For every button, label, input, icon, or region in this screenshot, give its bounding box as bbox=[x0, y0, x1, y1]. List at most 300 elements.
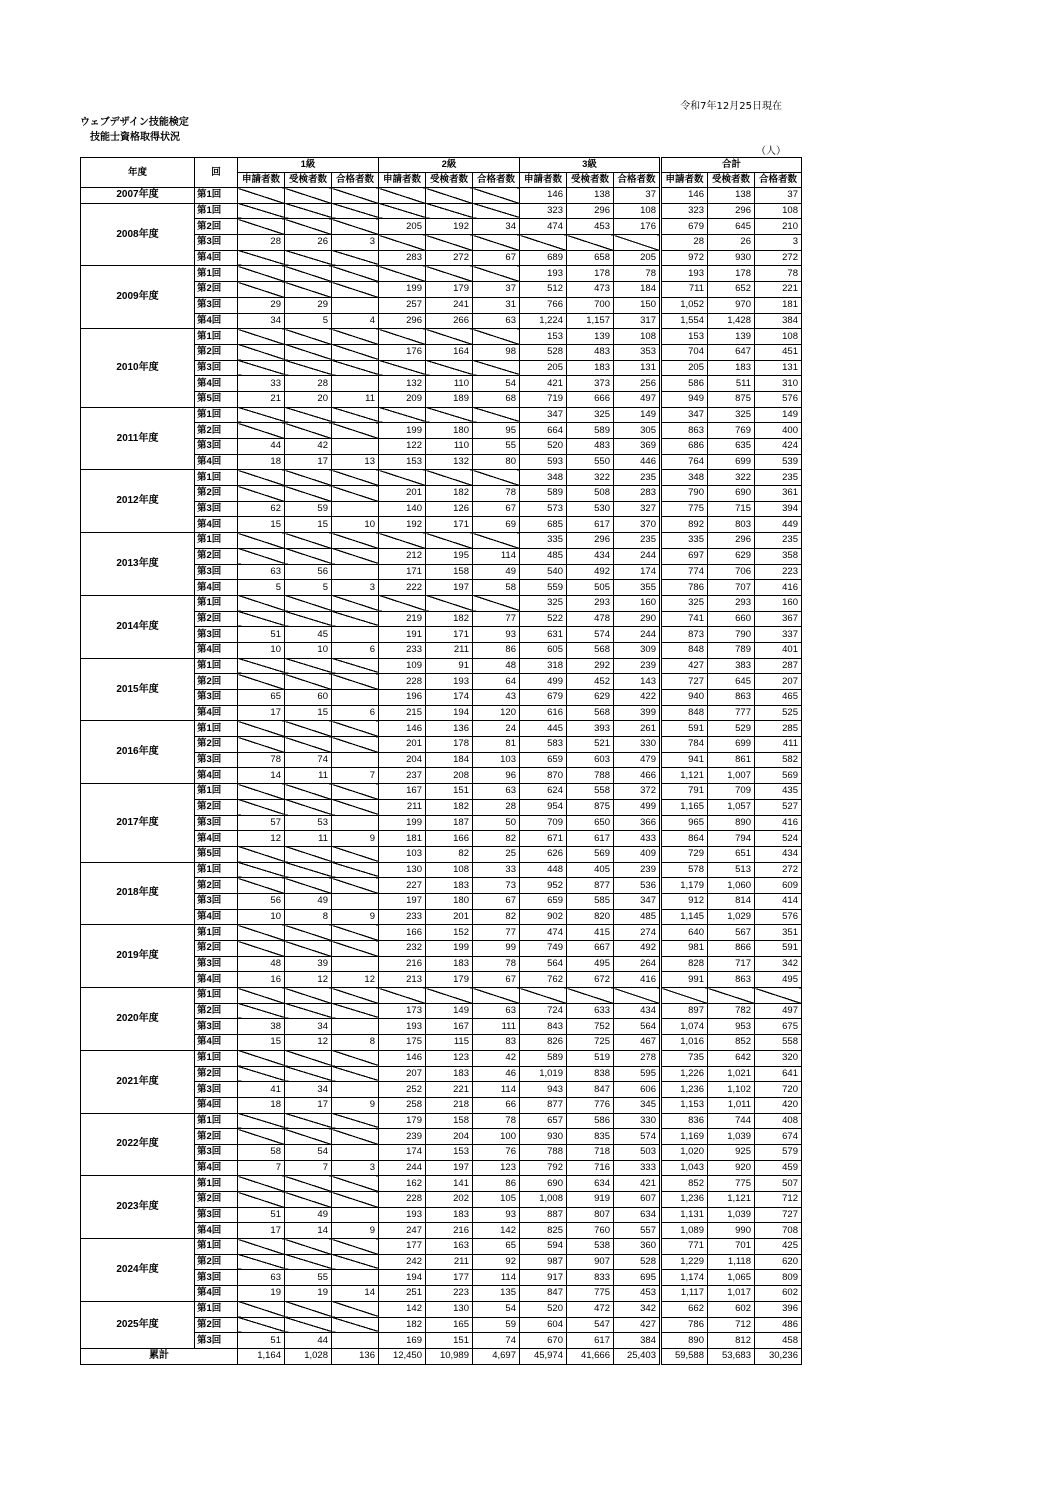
value-cell: 941 bbox=[661, 752, 708, 768]
value-cell: 183 bbox=[708, 360, 755, 376]
value-cell: 1,236 bbox=[661, 1192, 708, 1208]
session-cell: 第1回 bbox=[195, 925, 238, 941]
session-cell: 第1回 bbox=[195, 329, 238, 345]
value-cell: 564 bbox=[614, 1019, 661, 1035]
value-cell: 174 bbox=[379, 1144, 426, 1160]
value-cell: 54 bbox=[285, 1144, 332, 1160]
value-cell: 38 bbox=[238, 1019, 285, 1035]
value-cell: 803 bbox=[708, 517, 755, 533]
value-cell: 177 bbox=[379, 1239, 426, 1255]
value-cell bbox=[332, 627, 379, 643]
value-cell: 666 bbox=[567, 391, 614, 407]
value-cell: 142 bbox=[379, 1301, 426, 1317]
not-held-cell bbox=[567, 988, 614, 1004]
value-cell: 1,145 bbox=[661, 909, 708, 925]
not-held-cell bbox=[332, 1301, 379, 1317]
value-cell: 847 bbox=[567, 1082, 614, 1098]
value-cell: 158 bbox=[426, 1113, 473, 1129]
session-cell: 第3回 bbox=[195, 235, 238, 251]
not-held-cell bbox=[332, 188, 379, 204]
not-held-cell bbox=[285, 1066, 332, 1082]
value-cell: 3 bbox=[332, 1160, 379, 1176]
value-cell: 56 bbox=[285, 564, 332, 580]
value-cell: 199 bbox=[379, 282, 426, 298]
header-kai: 回 bbox=[195, 158, 238, 188]
not-held-cell bbox=[661, 988, 708, 1004]
session-cell: 第3回 bbox=[195, 1144, 238, 1160]
year-cell: 2018年度 bbox=[81, 862, 195, 925]
not-held-cell bbox=[332, 266, 379, 282]
value-cell: 716 bbox=[567, 1160, 614, 1176]
value-cell: 10 bbox=[238, 909, 285, 925]
value-cell: 675 bbox=[755, 1019, 802, 1035]
value-cell bbox=[332, 376, 379, 392]
value-cell: 405 bbox=[567, 862, 614, 878]
value-cell: 149 bbox=[426, 1003, 473, 1019]
value-cell: 873 bbox=[661, 627, 708, 643]
not-held-cell bbox=[426, 188, 473, 204]
value-cell: 24 bbox=[473, 721, 520, 737]
not-held-cell bbox=[285, 862, 332, 878]
session-cell: 第1回 bbox=[195, 1301, 238, 1317]
value-cell: 3 bbox=[332, 580, 379, 596]
not-held-cell bbox=[473, 988, 520, 1004]
document-title: ウェブデザイン技能検定 bbox=[80, 117, 189, 128]
not-held-cell bbox=[238, 846, 285, 862]
value-cell: 662 bbox=[661, 1301, 708, 1317]
value-cell: 445 bbox=[520, 721, 567, 737]
value-cell: 782 bbox=[708, 1003, 755, 1019]
not-held-cell bbox=[332, 329, 379, 345]
session-cell: 第4回 bbox=[195, 831, 238, 847]
value-cell: 353 bbox=[614, 344, 661, 360]
session-cell: 第1回 bbox=[195, 988, 238, 1004]
value-cell: 53 bbox=[285, 815, 332, 831]
value-cell: 251 bbox=[379, 1286, 426, 1302]
value-cell: 183 bbox=[426, 1066, 473, 1082]
not-held-cell bbox=[426, 266, 473, 282]
value-cell: 287 bbox=[755, 658, 802, 674]
value-cell: 1,226 bbox=[661, 1066, 708, 1082]
value-cell: 12 bbox=[238, 831, 285, 847]
not-held-cell bbox=[426, 329, 473, 345]
value-cell: 400 bbox=[755, 423, 802, 439]
total-value-cell: 1,028 bbox=[285, 1348, 332, 1364]
value-cell: 715 bbox=[708, 501, 755, 517]
value-cell: 393 bbox=[567, 721, 614, 737]
not-held-cell bbox=[285, 721, 332, 737]
not-held-cell bbox=[238, 188, 285, 204]
value-cell: 178 bbox=[708, 266, 755, 282]
value-cell: 446 bbox=[614, 454, 661, 470]
value-cell: 875 bbox=[567, 799, 614, 815]
not-held-cell bbox=[285, 846, 332, 862]
value-cell: 108 bbox=[755, 203, 802, 219]
value-cell: 1,153 bbox=[661, 1097, 708, 1113]
not-held-cell bbox=[285, 360, 332, 376]
value-cell: 744 bbox=[708, 1113, 755, 1129]
session-cell: 第3回 bbox=[195, 1207, 238, 1223]
not-held-cell bbox=[285, 925, 332, 941]
value-cell: 184 bbox=[426, 752, 473, 768]
value-cell: 651 bbox=[708, 846, 755, 862]
value-cell: 527 bbox=[755, 799, 802, 815]
value-cell: 421 bbox=[614, 1176, 661, 1192]
value-cell: 497 bbox=[614, 391, 661, 407]
total-value-cell: 136 bbox=[332, 1348, 379, 1364]
value-cell: 221 bbox=[426, 1082, 473, 1098]
value-cell: 672 bbox=[567, 972, 614, 988]
value-cell: 5 bbox=[238, 580, 285, 596]
value-cell: 239 bbox=[379, 1129, 426, 1145]
value-cell: 416 bbox=[755, 580, 802, 596]
value-cell: 752 bbox=[567, 1019, 614, 1035]
value-cell: 93 bbox=[473, 627, 520, 643]
value-cell: 39 bbox=[285, 956, 332, 972]
value-cell: 192 bbox=[426, 219, 473, 235]
table-row bbox=[81, 721, 802, 737]
value-cell: 166 bbox=[379, 925, 426, 941]
value-cell: 1,117 bbox=[661, 1286, 708, 1302]
session-cell: 第3回 bbox=[195, 690, 238, 706]
value-cell: 68 bbox=[473, 391, 520, 407]
value-cell: 529 bbox=[708, 721, 755, 737]
value-cell: 1,029 bbox=[708, 909, 755, 925]
value-cell: 310 bbox=[755, 376, 802, 392]
value-cell: 791 bbox=[661, 784, 708, 800]
not-held-cell bbox=[379, 533, 426, 549]
value-cell: 972 bbox=[661, 250, 708, 266]
value-cell: 539 bbox=[755, 454, 802, 470]
not-held-cell bbox=[238, 737, 285, 753]
session-cell: 第2回 bbox=[195, 878, 238, 894]
value-cell: 814 bbox=[708, 893, 755, 909]
table-row bbox=[81, 203, 802, 219]
value-cell: 7 bbox=[285, 1160, 332, 1176]
subheader-examinees: 受検者数 bbox=[708, 173, 755, 188]
value-cell: 96 bbox=[473, 768, 520, 784]
value-cell: 347 bbox=[520, 407, 567, 423]
not-held-cell bbox=[285, 470, 332, 486]
value-cell: 86 bbox=[473, 642, 520, 658]
value-cell: 890 bbox=[661, 1333, 708, 1349]
value-cell: 201 bbox=[426, 909, 473, 925]
value-cell: 467 bbox=[614, 1035, 661, 1051]
year-cell: 2019年度 bbox=[81, 925, 195, 988]
value-cell: 626 bbox=[520, 846, 567, 862]
value-cell: 108 bbox=[426, 862, 473, 878]
value-cell: 486 bbox=[755, 1317, 802, 1333]
not-held-cell bbox=[332, 548, 379, 564]
value-cell: 449 bbox=[755, 517, 802, 533]
value-cell: 153 bbox=[426, 1144, 473, 1160]
value-cell: 483 bbox=[567, 344, 614, 360]
value-cell: 67 bbox=[473, 501, 520, 517]
value-cell: 337 bbox=[755, 627, 802, 643]
value-cell: 401 bbox=[755, 642, 802, 658]
year-cell: 2015年度 bbox=[81, 658, 195, 721]
value-cell: 244 bbox=[379, 1160, 426, 1176]
table-row bbox=[81, 1050, 802, 1066]
value-cell: 17 bbox=[285, 454, 332, 470]
table-row bbox=[81, 925, 802, 941]
value-cell: 536 bbox=[614, 878, 661, 894]
value-cell: 63 bbox=[238, 1270, 285, 1286]
not-held-cell bbox=[238, 1239, 285, 1255]
not-held-cell bbox=[238, 548, 285, 564]
subheader-applicants: 申請者数 bbox=[520, 173, 567, 188]
value-cell: 520 bbox=[520, 439, 567, 455]
not-held-cell bbox=[285, 282, 332, 298]
value-cell: 877 bbox=[520, 1097, 567, 1113]
value-cell: 465 bbox=[755, 690, 802, 706]
value-cell: 33 bbox=[473, 862, 520, 878]
not-held-cell bbox=[238, 1050, 285, 1066]
not-held-cell bbox=[520, 988, 567, 1004]
value-cell: 82 bbox=[426, 846, 473, 862]
total-value-cell: 41,666 bbox=[567, 1348, 614, 1364]
value-cell: 179 bbox=[426, 282, 473, 298]
value-cell: 114 bbox=[473, 1270, 520, 1286]
value-cell: 193 bbox=[379, 1019, 426, 1035]
value-cell: 629 bbox=[708, 548, 755, 564]
not-held-cell bbox=[285, 203, 332, 219]
not-held-cell bbox=[238, 1113, 285, 1129]
value-cell: 103 bbox=[379, 846, 426, 862]
value-cell: 179 bbox=[379, 1113, 426, 1129]
value-cell: 232 bbox=[379, 941, 426, 957]
value-cell: 835 bbox=[567, 1129, 614, 1145]
value-cell: 355 bbox=[614, 580, 661, 596]
value-cell: 167 bbox=[379, 784, 426, 800]
value-cell: 8 bbox=[285, 909, 332, 925]
value-cell: 641 bbox=[755, 1066, 802, 1082]
value-cell: 1,007 bbox=[708, 768, 755, 784]
session-cell: 第4回 bbox=[195, 517, 238, 533]
value-cell: 13 bbox=[332, 454, 379, 470]
value-cell: 3 bbox=[755, 235, 802, 251]
session-cell: 第4回 bbox=[195, 1035, 238, 1051]
certification-table bbox=[80, 157, 802, 1365]
value-cell: 205 bbox=[520, 360, 567, 376]
value-cell: 95 bbox=[473, 423, 520, 439]
value-cell: 7 bbox=[332, 768, 379, 784]
value-cell: 18 bbox=[238, 454, 285, 470]
value-cell: 131 bbox=[755, 360, 802, 376]
value-cell: 564 bbox=[520, 956, 567, 972]
value-cell: 153 bbox=[520, 329, 567, 345]
not-held-cell bbox=[332, 674, 379, 690]
session-cell: 第1回 bbox=[195, 1050, 238, 1066]
session-cell: 第4回 bbox=[195, 313, 238, 329]
value-cell: 189 bbox=[426, 391, 473, 407]
not-held-cell bbox=[285, 1003, 332, 1019]
session-cell: 第1回 bbox=[195, 533, 238, 549]
value-cell: 525 bbox=[755, 705, 802, 721]
value-cell: 235 bbox=[614, 470, 661, 486]
value-cell: 372 bbox=[614, 784, 661, 800]
value-cell: 181 bbox=[379, 831, 426, 847]
value-cell: 528 bbox=[614, 1254, 661, 1270]
value-cell: 142 bbox=[473, 1223, 520, 1239]
value-cell: 42 bbox=[285, 439, 332, 455]
session-cell: 第3回 bbox=[195, 297, 238, 313]
value-cell: 146 bbox=[379, 1050, 426, 1066]
not-held-cell bbox=[285, 1317, 332, 1333]
value-cell: 296 bbox=[708, 533, 755, 549]
not-held-cell bbox=[614, 988, 661, 1004]
value-cell: 875 bbox=[708, 391, 755, 407]
value-cell: 633 bbox=[567, 1003, 614, 1019]
value-cell: 434 bbox=[567, 548, 614, 564]
not-held-cell bbox=[473, 235, 520, 251]
value-cell: 78 bbox=[238, 752, 285, 768]
total-value-cell: 25,403 bbox=[614, 1348, 661, 1364]
value-cell: 399 bbox=[614, 705, 661, 721]
session-cell: 第3回 bbox=[195, 893, 238, 909]
value-cell: 775 bbox=[661, 501, 708, 517]
value-cell: 1,554 bbox=[661, 313, 708, 329]
value-cell: 635 bbox=[708, 439, 755, 455]
value-cell: 416 bbox=[614, 972, 661, 988]
value-cell: 690 bbox=[520, 1176, 567, 1192]
value-cell: 411 bbox=[755, 737, 802, 753]
table-row bbox=[81, 470, 802, 486]
value-cell: 1,131 bbox=[661, 1207, 708, 1223]
not-held-cell bbox=[332, 658, 379, 674]
value-cell: 511 bbox=[708, 376, 755, 392]
value-cell: 485 bbox=[614, 909, 661, 925]
value-cell: 222 bbox=[379, 580, 426, 596]
value-cell: 77 bbox=[473, 611, 520, 627]
value-cell: 1,065 bbox=[708, 1270, 755, 1286]
value-cell: 735 bbox=[661, 1050, 708, 1066]
not-held-cell bbox=[238, 674, 285, 690]
value-cell: 242 bbox=[379, 1254, 426, 1270]
value-cell: 146 bbox=[661, 188, 708, 204]
value-cell: 981 bbox=[661, 941, 708, 957]
value-cell: 183 bbox=[426, 878, 473, 894]
value-cell: 5 bbox=[285, 580, 332, 596]
value-cell: 861 bbox=[708, 752, 755, 768]
not-held-cell bbox=[238, 329, 285, 345]
value-cell: 73 bbox=[473, 878, 520, 894]
value-cell: 574 bbox=[567, 627, 614, 643]
session-cell: 第3回 bbox=[195, 1270, 238, 1286]
value-cell: 712 bbox=[708, 1317, 755, 1333]
not-held-cell bbox=[332, 203, 379, 219]
value-cell: 559 bbox=[520, 580, 567, 596]
value-cell: 233 bbox=[379, 909, 426, 925]
not-held-cell bbox=[426, 203, 473, 219]
value-cell: 207 bbox=[379, 1066, 426, 1082]
session-cell: 第3回 bbox=[195, 501, 238, 517]
value-cell: 167 bbox=[426, 1019, 473, 1035]
value-cell: 174 bbox=[614, 564, 661, 580]
value-cell: 347 bbox=[661, 407, 708, 423]
total-row bbox=[81, 1348, 802, 1364]
value-cell: 788 bbox=[520, 1144, 567, 1160]
value-cell: 383 bbox=[708, 658, 755, 674]
subheader-examinees: 受検者数 bbox=[285, 173, 332, 188]
value-cell: 239 bbox=[614, 658, 661, 674]
value-cell: 6 bbox=[332, 705, 379, 721]
value-cell: 453 bbox=[614, 1286, 661, 1302]
value-cell: 182 bbox=[426, 486, 473, 502]
not-held-cell bbox=[238, 862, 285, 878]
not-held-cell bbox=[238, 941, 285, 957]
value-cell: 790 bbox=[708, 627, 755, 643]
value-cell: 427 bbox=[661, 658, 708, 674]
value-cell: 123 bbox=[426, 1050, 473, 1066]
value-cell: 201 bbox=[379, 486, 426, 502]
value-cell: 505 bbox=[567, 580, 614, 596]
not-held-cell bbox=[285, 674, 332, 690]
value-cell: 585 bbox=[567, 893, 614, 909]
value-cell: 201 bbox=[379, 737, 426, 753]
value-cell: 76 bbox=[473, 1144, 520, 1160]
value-cell: 56 bbox=[238, 893, 285, 909]
value-cell: 920 bbox=[708, 1160, 755, 1176]
value-cell: 953 bbox=[708, 1019, 755, 1035]
not-held-cell bbox=[332, 1176, 379, 1192]
value-cell: 191 bbox=[379, 627, 426, 643]
not-held-cell bbox=[238, 1003, 285, 1019]
not-held-cell bbox=[238, 344, 285, 360]
value-cell: 833 bbox=[567, 1270, 614, 1286]
value-cell: 138 bbox=[708, 188, 755, 204]
value-cell: 408 bbox=[755, 1113, 802, 1129]
value-cell: 28 bbox=[661, 235, 708, 251]
table-row bbox=[81, 784, 802, 800]
value-cell: 629 bbox=[567, 690, 614, 706]
value-cell: 586 bbox=[661, 376, 708, 392]
value-cell: 223 bbox=[426, 1286, 473, 1302]
value-cell: 19 bbox=[285, 1286, 332, 1302]
value-cell: 784 bbox=[661, 737, 708, 753]
value-cell: 664 bbox=[520, 423, 567, 439]
not-held-cell bbox=[238, 250, 285, 266]
not-held-cell bbox=[285, 878, 332, 894]
not-held-cell bbox=[379, 203, 426, 219]
value-cell: 825 bbox=[520, 1223, 567, 1239]
not-held-cell bbox=[285, 1254, 332, 1270]
value-cell: 1,039 bbox=[708, 1129, 755, 1145]
session-cell: 第4回 bbox=[195, 580, 238, 596]
value-cell: 12 bbox=[285, 1035, 332, 1051]
value-cell: 207 bbox=[755, 674, 802, 690]
value-cell: 863 bbox=[661, 423, 708, 439]
value-cell: 775 bbox=[567, 1286, 614, 1302]
not-held-cell bbox=[520, 235, 567, 251]
value-cell: 176 bbox=[379, 344, 426, 360]
value-cell: 50 bbox=[473, 815, 520, 831]
session-cell: 第3回 bbox=[195, 1082, 238, 1098]
value-cell: 604 bbox=[520, 1317, 567, 1333]
value-cell: 620 bbox=[755, 1254, 802, 1270]
value-cell: 335 bbox=[661, 533, 708, 549]
value-cell: 105 bbox=[473, 1192, 520, 1208]
not-held-cell bbox=[473, 595, 520, 611]
value-cell: 709 bbox=[520, 815, 567, 831]
value-cell: 370 bbox=[614, 517, 661, 533]
value-cell: 503 bbox=[614, 1144, 661, 1160]
value-cell: 171 bbox=[426, 517, 473, 533]
value-cell: 202 bbox=[426, 1192, 473, 1208]
value-cell: 149 bbox=[614, 407, 661, 423]
value-cell: 110 bbox=[426, 439, 473, 455]
value-cell: 92 bbox=[473, 1254, 520, 1270]
